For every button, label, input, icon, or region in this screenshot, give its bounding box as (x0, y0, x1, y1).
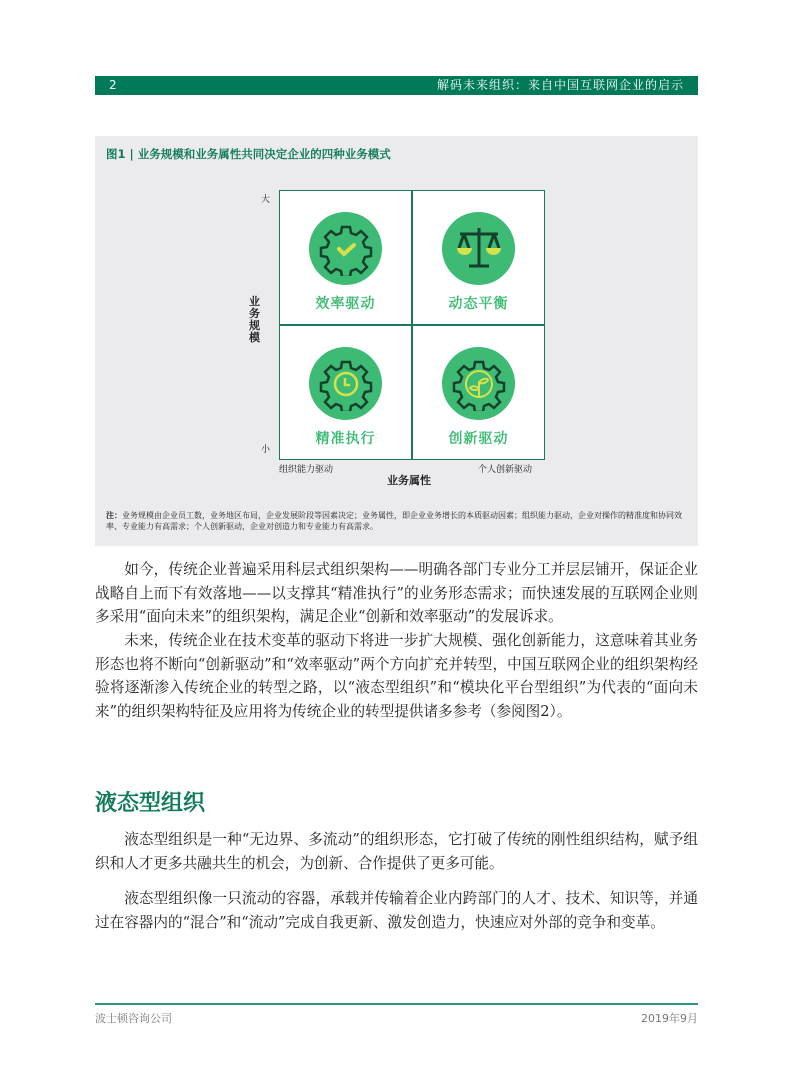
footer-divider (95, 1003, 698, 1005)
figure-title: 图1 | 业务规模和业务属性共同决定企业的四种业务模式 (106, 147, 391, 161)
page-header (95, 76, 698, 95)
quadrant-label: 精准执行 (315, 431, 376, 447)
x-axis-label: 业务属性 (387, 474, 431, 487)
header-title: 解码未来组织：来自中国互联网企业的启示 (436, 78, 684, 92)
paragraph: 液态型组织像一只流动的容器，承载并传输着企业内跨部门的人才、技术、知识等，并通过在容器内的“混合”和“流动”完成自我更新、激发创造力，快速应对外部的竞争和变革。 (95, 890, 698, 931)
quadrant-balance (413, 191, 544, 324)
scale-icon (442, 212, 515, 285)
paragraph: 未来，传统企业在技术变革的驱动下将进一步扩大规模、强化创新能力，这意味着其业务形态也将不断向“创新驱动”和“效率驱动”两个方向扩充并转型，中国互联网企业的组织架构经验将逐渐渗入传统企业的转型之路，以“液态型组织”和“模块化平台型组织”为代表的“面向未来”的组织架构特征及应用将为传统企业的转型提供诸多参考（参阅图2）。 (95, 632, 698, 721)
quadrant-precision (280, 326, 411, 459)
gear-sprout-icon (442, 347, 515, 420)
quadrant-grid (279, 190, 545, 460)
figure-note (106, 510, 686, 532)
quadrant-efficiency (280, 191, 411, 324)
gear-clock-icon (309, 347, 382, 420)
note-text: 业务规模由企业员工数，业务地区布局，企业发展阶段等因素决定；业务属性，即企业业务增长的本质驱动因素；组织能力驱动，企业对操作的精准度和协同效率、专业能力有高需求；个人创新驱动，企业对创造力和专业能力有高需求。 (106, 511, 682, 531)
footer-date: 2019年9月 (641, 1012, 698, 1025)
y-axis-top: 大 (261, 195, 271, 205)
x-axis-left: 组织能力驱动 (279, 465, 334, 475)
page-number: 2 (109, 78, 117, 92)
x-axis-right: 个人创新驱动 (478, 465, 533, 475)
note-prefix: 注： (106, 511, 122, 520)
y-axis-label: 业务规模 (249, 295, 260, 344)
quadrant-label: 创新驱动 (448, 431, 509, 447)
quadrant-innovation (413, 326, 544, 459)
quadrant-label: 效率驱动 (315, 296, 376, 312)
footer-company: 波士顿咨询公司 (95, 1012, 172, 1025)
figure-1 (95, 136, 698, 546)
section-heading: 液态型组织 (95, 790, 206, 816)
paragraph: 液态型组织是一种“无边界、多流动”的组织形态，它打破了传统的刚性组织结构，赋予组织和人才更多共融共生的机会，为创新、合作提供了更多可能。 (95, 831, 698, 872)
paragraph: 如今，传统企业普遍采用科层式组织架构——明确各部门专业分工并层层铺开，保证企业战略自上而下有效落地——以支撑其“精准执行”的业务形态需求；而快速发展的互联网企业则多采用“面向未来”的组织架构，满足企业“创新和效率驱动”的发展诉求。 (95, 561, 698, 626)
y-axis-bottom: 小 (261, 445, 271, 455)
quadrant-label: 动态平衡 (448, 296, 509, 312)
gear-check-icon (309, 212, 382, 285)
